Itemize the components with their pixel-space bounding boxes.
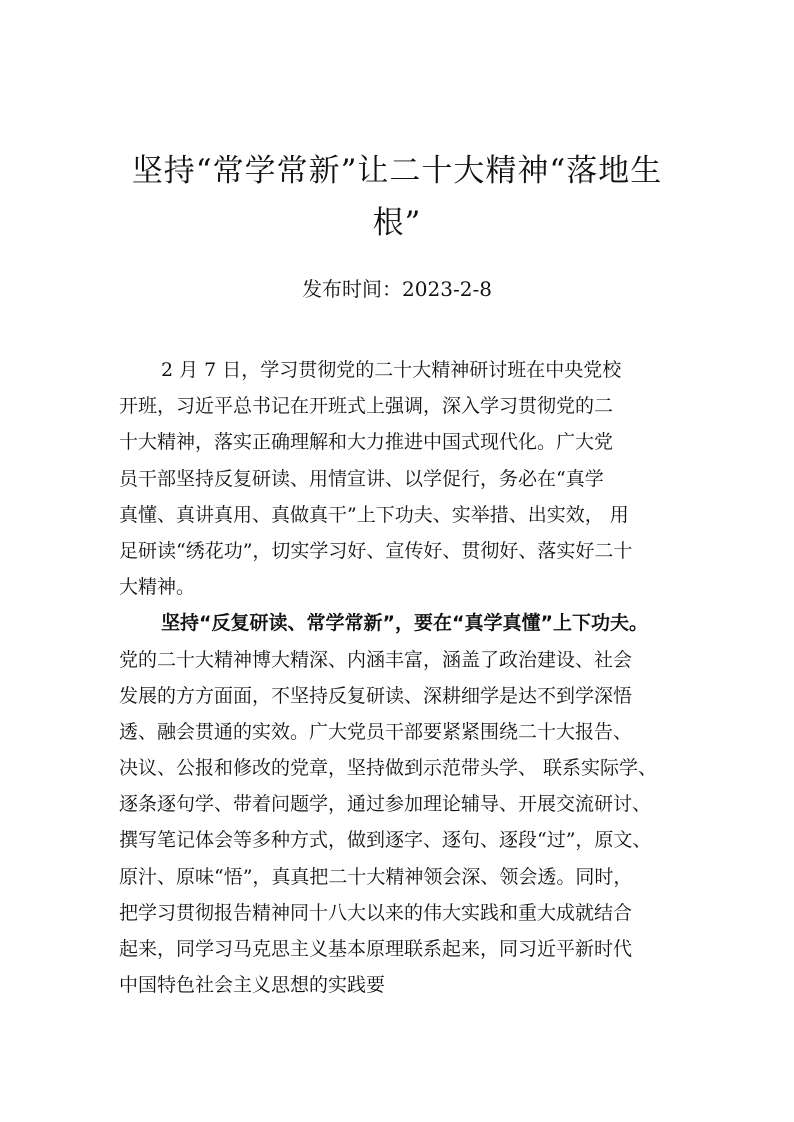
paragraph-2-line: 原汁、原味“悟”，真真把二十大精神领会深、领会透。同时， [119,865,633,888]
paragraph-2-line: 透、融会贯通的实效。广大党员干部要紧紧围绕二十大报告、 [119,720,633,743]
paragraph-1-line: 开班，习近平总书记在开班式上强调，深入学习贯彻党的二 [119,395,614,418]
paragraph-2-line: 起来，同学习马克思主义基本原理联系起来，同习近平新时代 [119,938,633,960]
document-title-line-1: 坚持“常学常新”让二十大精神“落地生 [131,153,663,189]
paragraph-1-line: 2 月 7 日，学习贯彻党的二十大精神研讨班在中央党校 [161,359,622,381]
paragraph-2-heading: 坚持“反复研读、常学常新”，要在“真学真懂”上下功夫。 [161,612,648,635]
paragraph-1-line: 真懂、真讲真用、真做真干”上下功夫、实举措、出实效， 用 [119,503,629,526]
paragraph-2-line: 撰写笔记体会等多种方式，做到逐字、逐句、逐段“过”，原文、 [119,829,652,852]
paragraph-1-line: 十大精神，落实正确理解和大力推进中国式现代化。广大党 [119,431,614,454]
publish-time: 发布时间：2023-2-8 [302,277,492,301]
paragraph-2-line: 中国特色社会主义思想的实践要 [119,974,386,997]
document-title-line-2: 根” [372,205,422,241]
paragraph-2-line: 发展的方方面面，不坚持反复研读、深耕细学是达不到学深悟 [119,684,633,707]
paragraph-1-line: 员干部坚持反复研读、用情宣讲、以学促行，务必在“真学 [119,467,604,490]
article-body [119,352,685,1003]
paragraph-2-line: 把学习贯彻报告精神同十八大以来的伟大实践和重大成就结合 [119,901,633,924]
paragraph-2-line: 逐条逐句学、带着问题学，通过参加理论辅导、开展交流研讨、 [119,793,652,816]
paragraph-2-line: 党的二十大精神博大精深、内涵丰富，涵盖了政治建设、社会 [119,648,633,671]
paragraph-1-line: 足研读“绣花功”，切实学习好、宣传好、贯彻好、落实好二十 [119,539,633,562]
paragraph-2-line: 决议、公报和修改的党章，坚持做到示范带头学、 联系实际学、 [119,757,658,780]
paragraph-1-line: 大精神。 [119,576,196,599]
